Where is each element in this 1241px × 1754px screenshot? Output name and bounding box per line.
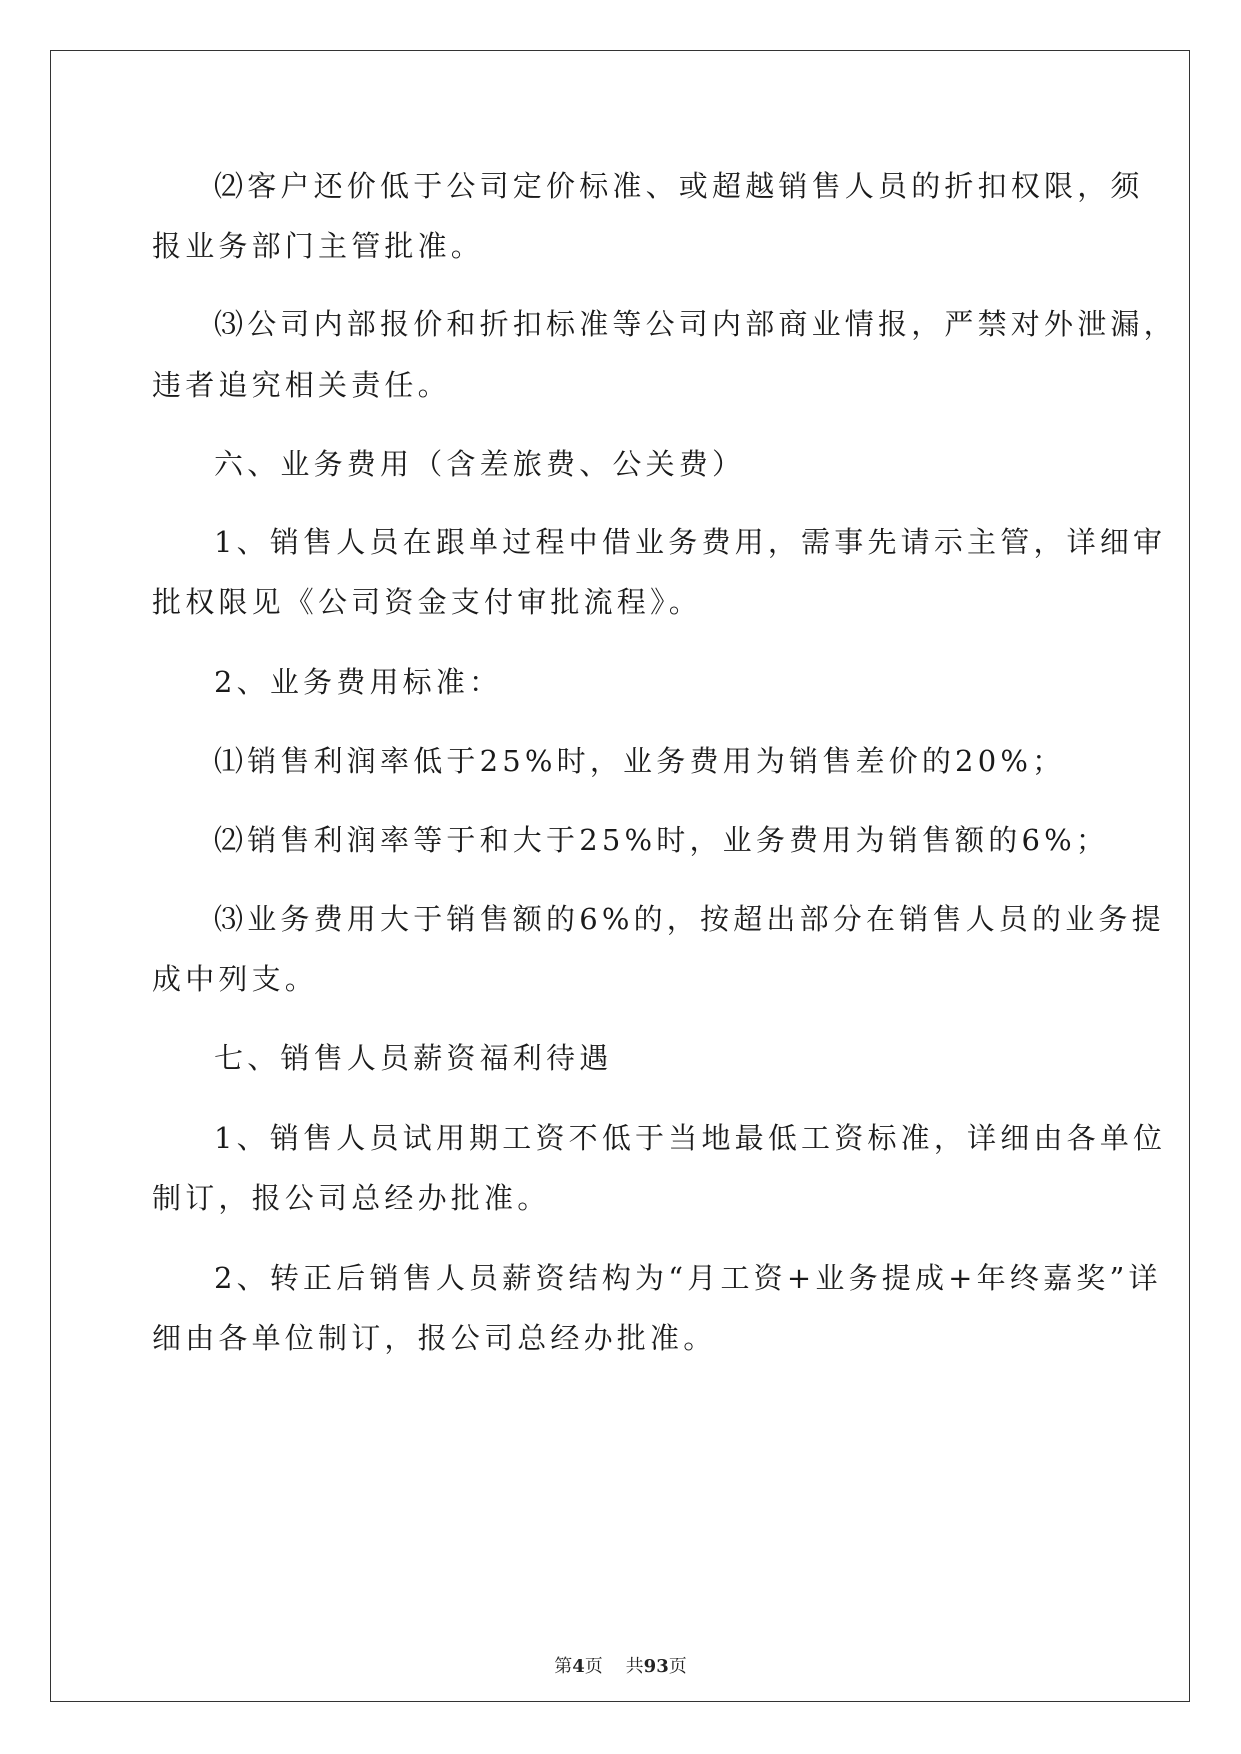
paragraph-line: ⑵销售利润率等于和大于25%时，业务费用为销售额的6%； (214, 823, 1110, 857)
page-number: 4 (572, 1656, 585, 1677)
page-footer (0, 1652, 1241, 1678)
total-prefix: 共 (625, 1656, 644, 1677)
total-suffix: 页 (668, 1656, 687, 1677)
total-pages: 93 (643, 1656, 669, 1677)
paragraph-line: 批权限见《公司资金支付审批流程》。 (152, 585, 702, 619)
paragraph-line: ⑴销售利润率低于25%时，业务费用为销售差价的20%； (214, 744, 1066, 778)
page-suffix: 页 (584, 1656, 603, 1677)
paragraph-line: ⑶公司内部报价和折扣标准等公司内部商业情报，严禁对外泄漏， (214, 307, 1177, 341)
section-heading: 六、业务费用（含差旅费、公关费） (214, 447, 746, 481)
section-heading: 七、销售人员薪资福利待遇 (214, 1041, 613, 1075)
page-prefix: 第 (554, 1656, 573, 1677)
paragraph-line: 成中列支。 (152, 962, 319, 996)
paragraph-line: 违者追究相关责任。 (152, 368, 451, 402)
paragraph-line: 细由各单位制订，报公司总经办批准。 (152, 1321, 717, 1355)
paragraph-line: ⑶业务费用大于销售额的6%的，按超出部分在销售人员的业务提 (214, 902, 1165, 936)
paragraph-line: 制订，报公司总经办批准。 (152, 1181, 551, 1215)
page-border (50, 50, 1190, 1702)
paragraph-line: 2、转正后销售人员薪资结构为“月工资+业务提成+年终嘉奖”详 (214, 1261, 1162, 1295)
paragraph-line: ⑵客户还价低于公司定价标准、或超越销售人员的折扣权限，须 (214, 169, 1144, 203)
paragraph-line: 报业务部门主管批准。 (152, 229, 485, 263)
paragraph-line: 1、销售人员试用期工资不低于当地最低工资标准，详细由各单位 (214, 1121, 1167, 1155)
paragraph-line: 2、业务费用标准： (214, 665, 503, 699)
paragraph-line: 1、销售人员在跟单过程中借业务费用，需事先请示主管，详细审 (214, 525, 1167, 559)
